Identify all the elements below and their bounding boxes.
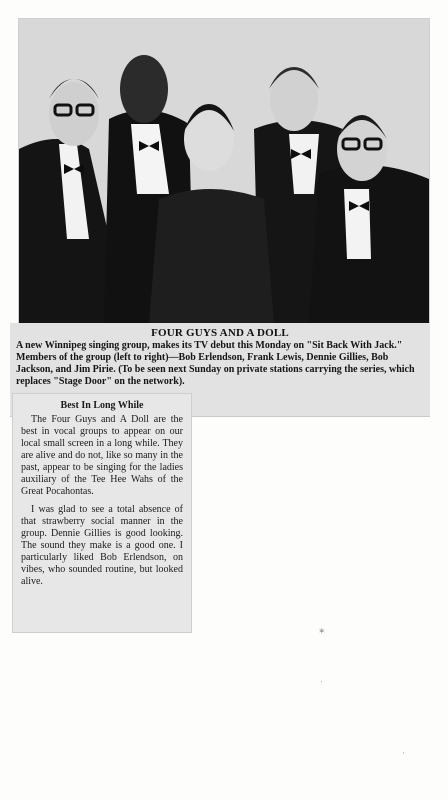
review-paragraph-1: The Four Guys and A Doll are the best in vocal groups to appear on our local small screen in a long while. They are alive and do not, like so many in the past, appear to be singing for the ladies auxiliary of the Tee Hee Wahs of the Great Pocahontas. [21,414,183,497]
review-column [12,393,192,633]
caption-body: A new Winnipeg singing group, makes its TV debut this Monday on "Sit Back With Jack." Members of the group (left to right)—Bob Erlendson, Frank Lewis, Dennie Gillies, Bob Jackson, and Jim Pirie. (To be seen next Sunday on private stations carrying the series, which replaces "Stage Door" on the network). [16,340,415,387]
review-heading: Best In Long While [60,400,144,411]
review-paragraph-2: I was glad to see a total absence of that strawberry social manner in the group. Dennie Gillies is good looking. The sound they make is a good one. I particularly liked Bob Erlendson, on vibes, who sounded routine, but looked alive. [21,504,183,587]
group-photo [18,18,430,325]
paper-speckle-mark: · [320,677,323,687]
paper-speckle-mark: ✶ [318,626,326,636]
paper-speckle-mark: · [402,748,405,758]
caption-title: FOUR GUYS AND A DOLL [151,327,289,339]
